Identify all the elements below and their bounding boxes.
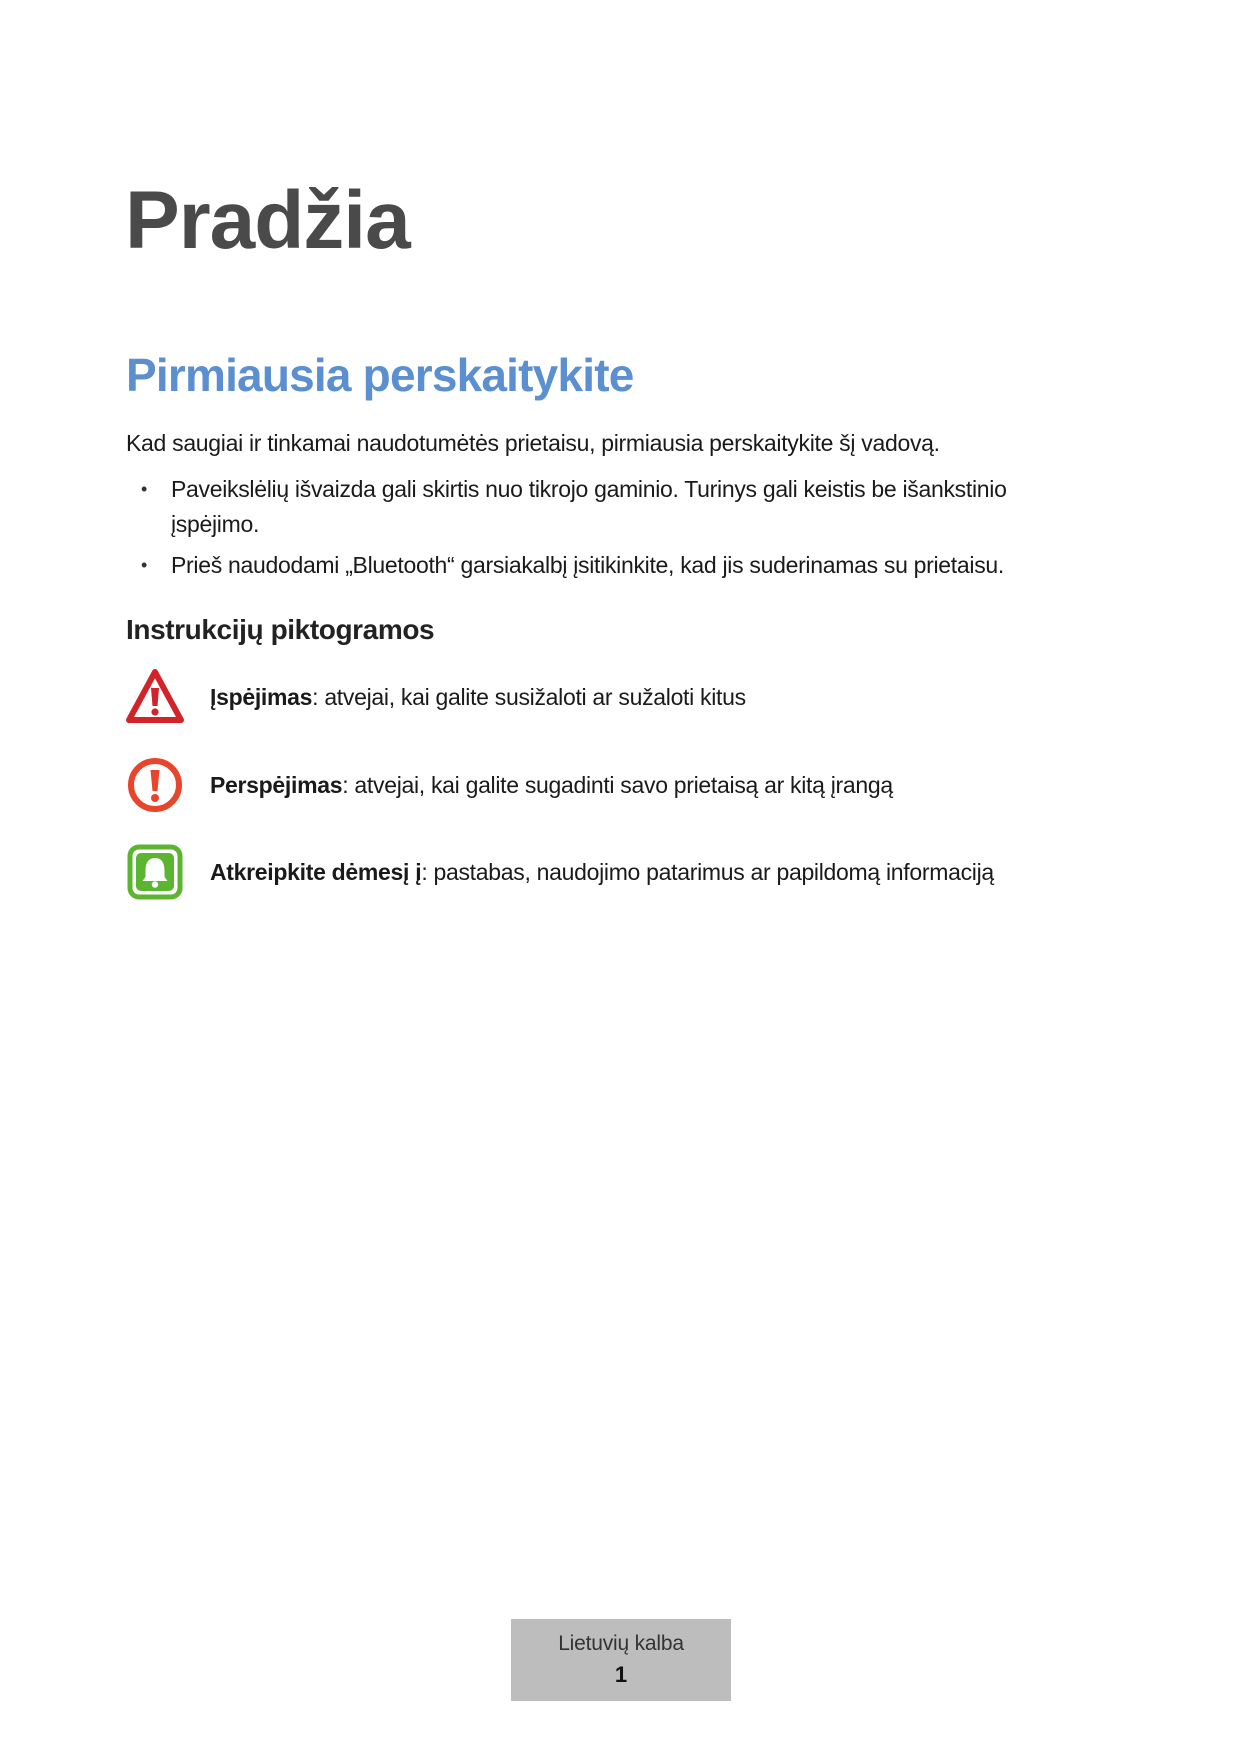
icon-legend-term: Įspėjimas (210, 683, 313, 710)
icon-legend-note (126, 843, 994, 901)
bullet-marker: • (141, 555, 148, 575)
icon-legend-text (210, 859, 994, 886)
icon-legend-text (210, 684, 746, 711)
icon-legend-warning (126, 668, 746, 726)
icons-subtitle: Instrukcijų piktogramos (126, 614, 435, 645)
icon-legend-text (210, 772, 893, 799)
bullet-list (126, 472, 1046, 589)
warning-triangle-icon (126, 668, 184, 726)
list-item (126, 472, 1046, 542)
chapter-title: Pradžia (125, 175, 410, 266)
icon-legend-caution (126, 756, 893, 814)
bullet-marker: • (141, 479, 148, 499)
page-number: 1 (614, 1662, 628, 1687)
page-footer (511, 1619, 731, 1701)
icon-legend-term: Perspėjimas (210, 771, 343, 798)
bullet-text: Prieš naudodami „Bluetooth“ garsiakalbį įsitikinkite, kad jis suderinamas su prietaisu. (171, 552, 1004, 578)
note-bell-icon (126, 843, 184, 901)
icon-legend-description: : atvejai, kai galite susižaloti ar sužaloti kitus (312, 683, 746, 710)
bullet-text: Paveikslėlių išvaizda gali skirtis nuo tikrojo gaminio. Turinys gali keistis be išankstinio įspėjimo. (171, 476, 1007, 537)
caution-exclamation-icon (126, 756, 184, 814)
icon-legend-description: : atvejai, kai galite sugadinti savo prietaisą ar kitą įrangą (342, 771, 893, 798)
icon-legend-description: : pastabas, naudojimo patarimus ar papildomą informaciją (421, 858, 994, 885)
icon-legend-term: Atkreipkite dėmesį į (210, 858, 422, 885)
footer-language: Lietuvių kalba (558, 1632, 684, 1655)
section-title: Pirmiausia perskaitykite (126, 349, 634, 401)
list-item (126, 548, 1046, 583)
intro-paragraph: Kad saugiai ir tinkamai naudotumėtės prietaisu, pirmiausia perskaitykite šį vadovą. (126, 430, 940, 456)
